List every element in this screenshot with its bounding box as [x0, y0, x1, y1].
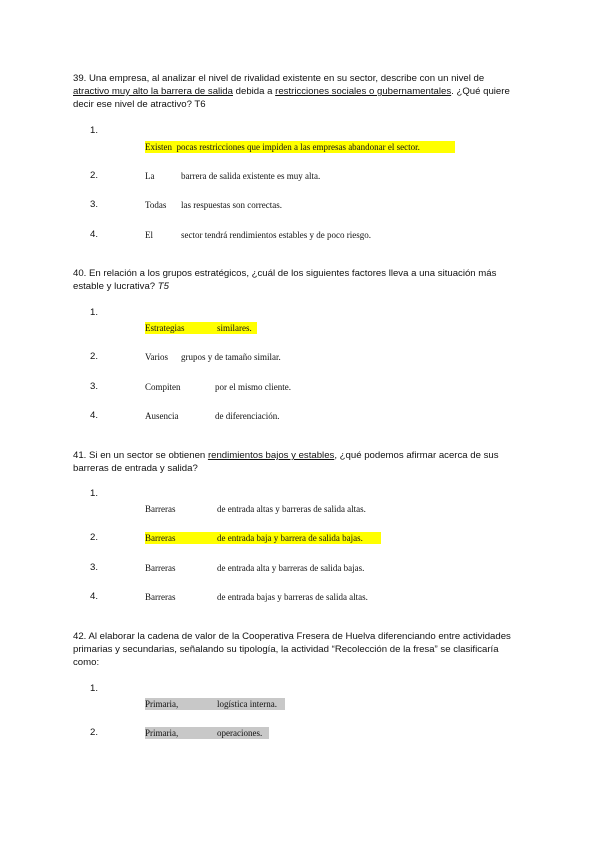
q40-option-4[interactable]	[145, 410, 279, 422]
q40-option-1-text: similares.	[217, 323, 252, 333]
q41-option-1[interactable]	[145, 503, 366, 515]
q39-option-1[interactable]	[145, 141, 455, 153]
q39-option-2[interactable]	[145, 170, 320, 182]
q41-option-3-word: Barreras	[145, 563, 176, 573]
q39-option-1-number: 1.	[90, 125, 99, 136]
q42-option-2-number: 2.	[90, 727, 99, 738]
q42-option-2[interactable]	[145, 727, 269, 739]
q42-option-1-text: logística interna.	[217, 699, 277, 709]
q40-option-2-text: grupos y de tamaño similar.	[181, 352, 281, 362]
q40-option-1[interactable]	[145, 322, 257, 334]
q40-option-4-word: Ausencia	[145, 411, 179, 421]
q41-option-4-text: de entrada bajas y barreras de salida altas.	[217, 592, 368, 602]
q41-option-4[interactable]	[145, 591, 368, 603]
q39-option-3-number: 3.	[90, 199, 99, 210]
question-41-text	[73, 449, 523, 475]
q39-option-3-word: Todas	[145, 200, 167, 210]
q39-text-b: debida a	[232, 86, 276, 97]
question-42-text	[73, 630, 523, 669]
q39-option-3-text: las respuestas son correctas.	[181, 200, 282, 210]
q40-option-2-word: Varios	[145, 352, 168, 362]
q40-text-topic: T5	[157, 281, 169, 292]
q41-text-b: , ¿qué podemos afirmar acerca de sus barreras de entrada y salida?	[73, 450, 499, 474]
q41-option-2-text: de entrada baja y barrera de salida bajas.	[217, 533, 363, 543]
q39-underline-2: restricciones sociales o gubernamentales	[275, 86, 452, 97]
q40-option-3[interactable]	[145, 381, 291, 393]
q39-option-2-number: 2.	[90, 170, 99, 181]
q41-underline-1: rendimientos bajos y estables	[207, 450, 335, 461]
question-39-text	[73, 72, 523, 111]
q41-option-4-word: Barreras	[145, 592, 176, 602]
q40-option-3-text: por el mismo cliente.	[215, 382, 291, 392]
q39-option-2-text: barrera de salida existente es muy alta.	[181, 171, 321, 181]
q40-text-a: 40. En relación a los grupos estratégicos, ¿cuál de los siguientes factores lleva a una situación más estable y lucrativa?	[73, 268, 497, 292]
q40-option-2-number: 2.	[90, 351, 99, 362]
q39-underline-1: atractivo muy alto la barrera de salida	[73, 86, 233, 97]
q39-text-c: . ¿Qué quiere decir ese nivel de atractivo? T6	[73, 86, 510, 110]
q41-option-4-number: 4.	[90, 591, 99, 602]
q40-option-1-number: 1.	[90, 307, 99, 318]
q40-option-4-number: 4.	[90, 410, 99, 421]
q39-option-4[interactable]	[145, 229, 371, 241]
q39-text-a: 39. Una empresa, al analizar el nivel de rivalidad existente en su sector, describe con un nivel de	[73, 73, 485, 84]
q40-option-1-word: Estrategias	[145, 323, 185, 333]
q40-option-3-number: 3.	[90, 381, 99, 392]
q41-option-2[interactable]	[145, 532, 381, 544]
q39-option-4-text: sector tendrá rendimientos estables y de poco riesgo.	[181, 230, 371, 240]
q39-option-1-word: Existen	[145, 142, 172, 152]
q42-option-1-number: 1.	[90, 683, 99, 694]
q41-option-3-text: de entrada alta y barreras de salida bajas.	[217, 563, 365, 573]
q40-option-2[interactable]	[145, 351, 281, 363]
q42-option-2-word: Primaria,	[145, 728, 179, 738]
q39-option-3[interactable]	[145, 199, 282, 211]
q41-option-1-text: de entrada altas y barreras de salida altas.	[217, 504, 366, 514]
q41-option-3-number: 3.	[90, 562, 99, 573]
q39-option-1-text: pocas restricciones que impiden a las empresas abandonar el sector.	[176, 142, 420, 152]
q42-text-a: 42. Al elaborar la cadena de valor de la Cooperativa Fresera de Huelva diferenciando entre actividades primarias y secundarias, señalando su tipología, la actividad “Recolección de la fresa” se clasificaría como:	[73, 631, 511, 668]
q40-option-3-word: Compiten	[145, 382, 181, 392]
q42-option-1[interactable]	[145, 698, 285, 710]
q41-option-1-word: Barreras	[145, 504, 176, 514]
question-40-text	[73, 267, 523, 293]
q39-option-4-number: 4.	[90, 229, 99, 240]
q42-option-2-text: operaciones.	[217, 728, 263, 738]
q39-option-2-word: La	[145, 171, 155, 181]
q41-option-2-number: 2.	[90, 532, 99, 543]
q42-option-1-word: Primaria,	[145, 699, 179, 709]
q41-option-1-number: 1.	[90, 488, 99, 499]
q39-option-4-word: El	[145, 230, 153, 240]
q40-option-4-text: de diferenciación.	[215, 411, 280, 421]
q41-option-3[interactable]	[145, 562, 364, 574]
q41-option-2-word: Barreras	[145, 533, 176, 543]
q41-text-a: 41. Si en un sector se obtienen	[73, 450, 208, 461]
